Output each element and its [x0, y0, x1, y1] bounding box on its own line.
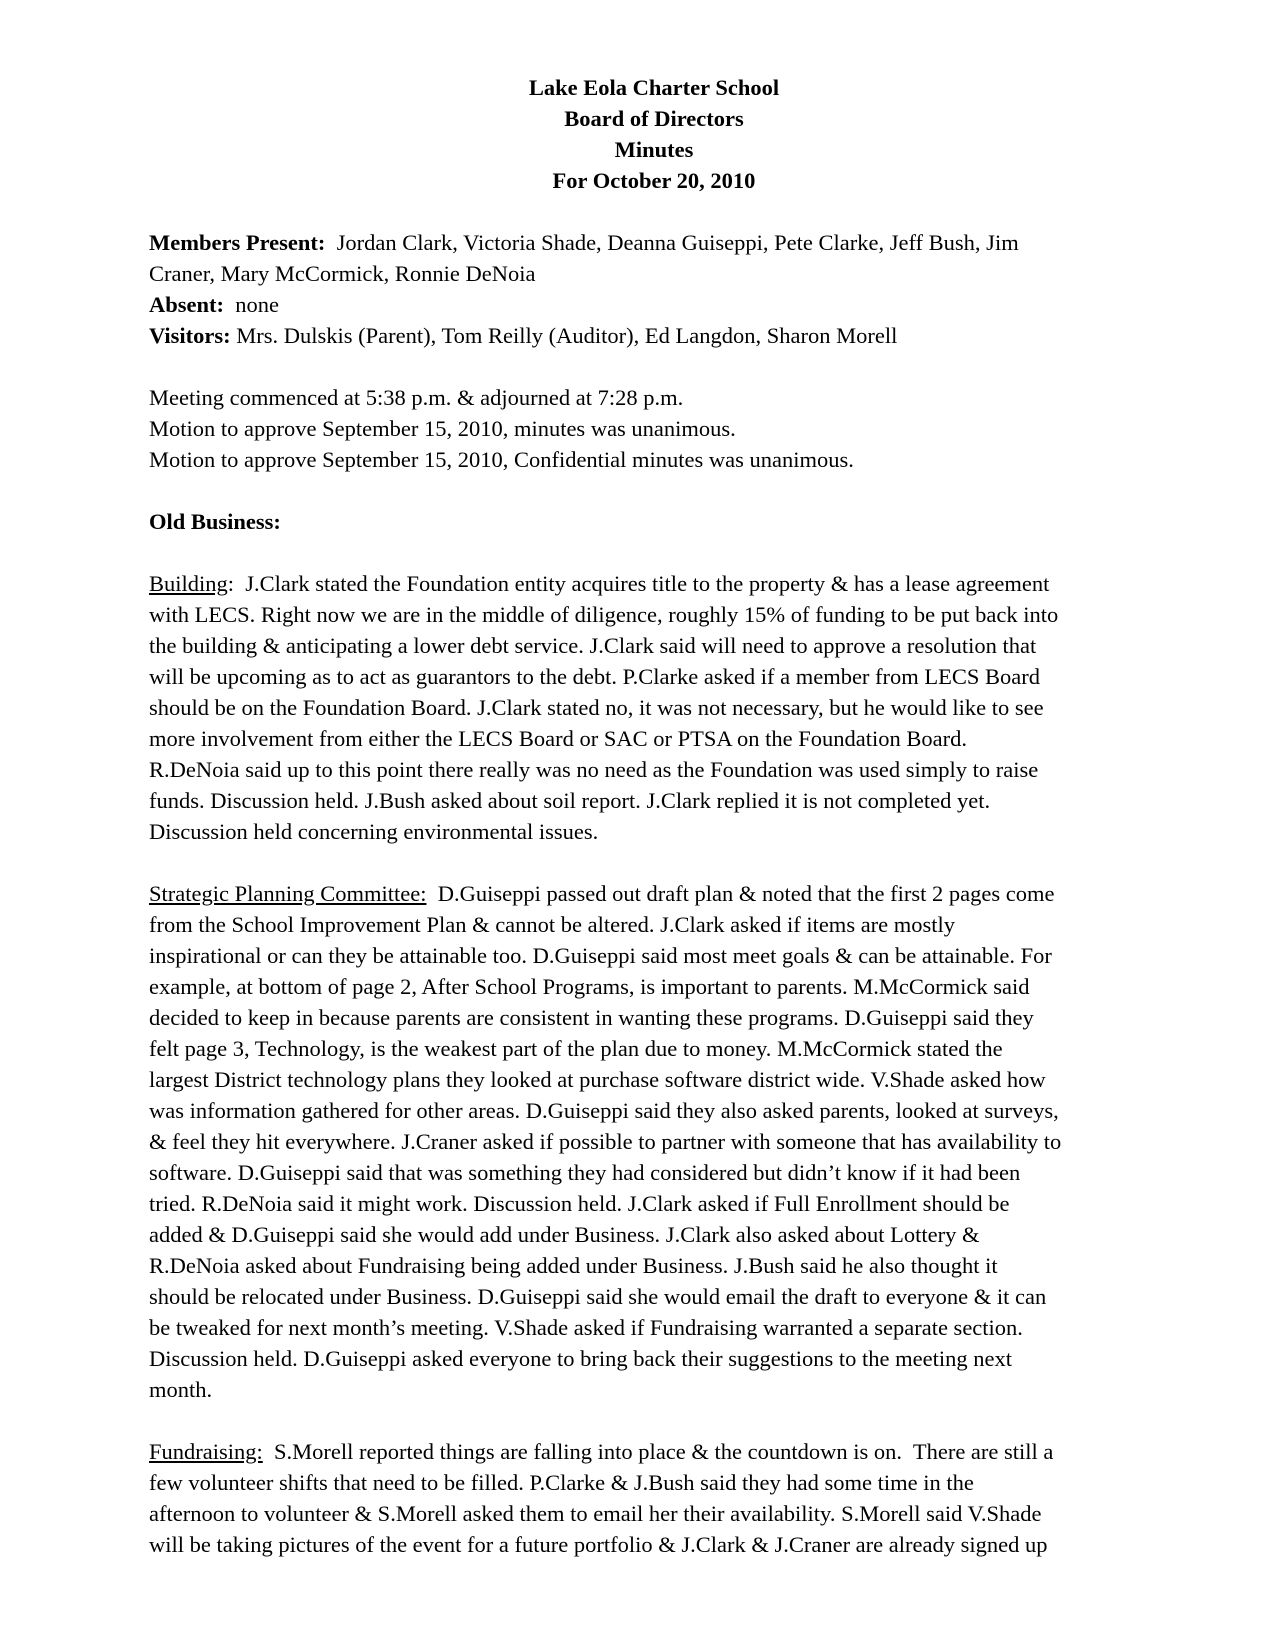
building-line [149, 568, 1159, 599]
fundraising-line: will be taking pictures of the event for a future portfolio & J.Clark & J.Craner are already signed up [149, 1532, 1048, 1557]
meeting-date: For October 20, 2010 [552, 168, 756, 193]
strategic-line: example, at bottom of page 2, After School Programs, is important to parents. M.McCormick said [149, 974, 1030, 999]
strategic-line: largest District technology plans they looked at purchase software district wide. V.Shade asked how [149, 1067, 1046, 1092]
absent-line [149, 289, 1159, 320]
strategic-line: should be relocated under Business. D.Guiseppi said she would email the draft to everyone & it can [149, 1284, 1047, 1309]
document-header [149, 72, 1159, 196]
building-text: : J.Clark stated the Foundation entity acquires title to the property & has a lease agreement [227, 571, 1050, 596]
strategic-line: added & D.Guiseppi said she would add under Business. J.Clark also asked about Lottery & [149, 1222, 980, 1247]
members-present-line [149, 227, 1159, 258]
old-business-heading: Old Business: [149, 509, 281, 534]
fundraising-line: afternoon to volunteer & S.Morell asked them to email her their availability. S.Morell said V.Shade [149, 1501, 1042, 1526]
fundraising-text: S.Morell reported things are falling into place & the countdown is on. There are still a [262, 1439, 1054, 1464]
meeting-times: Meeting commenced at 5:38 p.m. & adjourned at 7:28 p.m. [149, 385, 684, 410]
fundraising-paragraph [149, 1436, 1159, 1560]
building-line: more involvement from either the LECS Board or SAC or PTSA on the Foundation Board. [149, 726, 968, 751]
building-line: with LECS. Right now we are in the middle of diligence, roughly 15% of funding to be put back into [149, 602, 1059, 627]
strategic-planning-label: Strategic Planning Committee: [149, 881, 427, 906]
strategic-line: be tweaked for next month’s meeting. V.Shade asked if Fundraising warranted a separate section. [149, 1315, 1023, 1340]
strategic-line: month. [149, 1377, 213, 1402]
building-line: funds. Discussion held. J.Bush asked about soil report. J.Clark replied it is not completed yet. [149, 788, 991, 813]
attendance-section [149, 227, 1159, 351]
visitors-line [149, 320, 1159, 351]
building-line: R.DeNoia said up to this point there really was no need as the Foundation was used simply to raise [149, 757, 1039, 782]
fundraising-line: few volunteer shifts that need to be filled. P.Clarke & J.Bush said they had some time in the [149, 1470, 974, 1495]
fundraising-label: Fundraising: [149, 1439, 263, 1464]
strategic-line: software. D.Guiseppi said that was something they had considered but didn’t know if it had been [149, 1160, 1021, 1185]
members-present-line-2: Craner, Mary McCormick, Ronnie DeNoia [149, 261, 536, 286]
visitors-label: Visitors: [149, 323, 231, 348]
board-name: Board of Directors [564, 106, 744, 131]
members-present-value: Jordan Clark, Victoria Shade, Deanna Guiseppi, Pete Clarke, Jeff Bush, Jim [325, 230, 1019, 255]
strategic-line: was information gathered for other areas. D.Guiseppi said they also asked parents, looked at surveys, [149, 1098, 1059, 1123]
motion-minutes: Motion to approve September 15, 2010, minutes was unanimous. [149, 416, 736, 441]
strategic-line: & feel they hit everywhere. J.Craner asked if possible to partner with someone that has availability to [149, 1129, 1062, 1154]
strategic-line: decided to keep in because parents are consistent in wanting these programs. D.Guiseppi said they [149, 1005, 1034, 1030]
absent-value: none [224, 292, 280, 317]
strategic-line: Discussion held. D.Guiseppi asked everyone to bring back their suggestions to the meeting next [149, 1346, 1012, 1371]
building-line: Discussion held concerning environmental issues. [149, 819, 599, 844]
strategic-line: from the School Improvement Plan & cannot be altered. J.Clark asked if items are mostly [149, 912, 956, 937]
strategic-line: tried. R.DeNoia said it might work. Discussion held. J.Clark asked if Full Enrollment should be [149, 1191, 1010, 1216]
strategic-line: felt page 3, Technology, is the weakest part of the plan due to money. M.McCormick stated the [149, 1036, 1003, 1061]
members-present-label: Members Present: [149, 230, 326, 255]
building-label: Building [149, 571, 228, 596]
motion-confidential-minutes: Motion to approve September 15, 2010, Confidential minutes was unanimous. [149, 447, 854, 472]
building-line: the building & anticipating a lower debt service. J.Clark said will need to approve a resolution that [149, 633, 1037, 658]
building-paragraph [149, 568, 1159, 847]
strategic-planning-paragraph [149, 878, 1159, 1405]
old-business-section [149, 506, 1159, 537]
absent-label: Absent: [149, 292, 225, 317]
building-line: should be on the Foundation Board. J.Clark stated no, it was not necessary, but he would like to see [149, 695, 1044, 720]
strategic-text: D.Guiseppi passed out draft plan & noted that the first 2 pages come [426, 881, 1055, 906]
fundraising-line [149, 1436, 1159, 1467]
visitors-value: Mrs. Dulskis (Parent), Tom Reilly (Auditor), Ed Langdon, Sharon Morell [230, 323, 898, 348]
document-page [149, 72, 1159, 1560]
school-name: Lake Eola Charter School [528, 75, 780, 100]
document-type: Minutes [614, 137, 694, 162]
meeting-summary [149, 382, 1159, 475]
strategic-line: R.DeNoia asked about Fundraising being added under Business. J.Bush said he also thought it [149, 1253, 998, 1278]
building-line: will be upcoming as to act as guarantors to the debt. P.Clarke asked if a member from LECS Board [149, 664, 1041, 689]
strategic-line: inspirational or can they be attainable too. D.Guiseppi said most meet goals & can be attainable. For [149, 943, 1052, 968]
strategic-line [149, 878, 1159, 909]
